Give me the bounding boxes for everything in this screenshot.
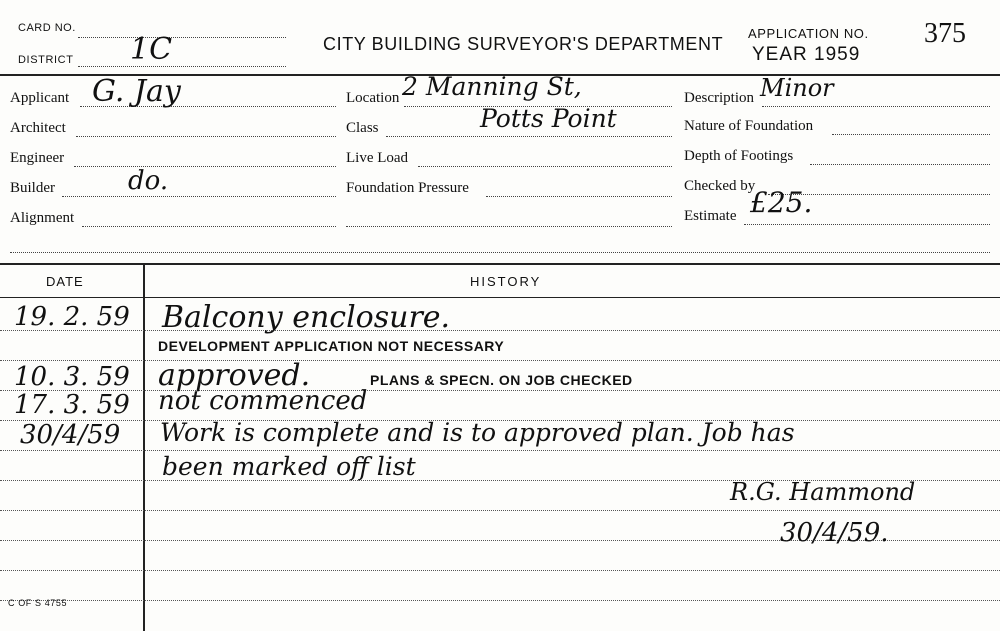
card-no-label: CARD NO. [18,22,76,34]
live-load-line [418,166,672,167]
history-row-line [0,360,1000,361]
district-line [78,66,286,67]
history-date: 10. 3. 59 [14,362,130,392]
location-value-line1: 2 Manning St, [402,72,582,101]
builder-line [62,196,336,197]
builder-value: do. [128,166,169,196]
signature-date: 30/4/59. [780,518,889,548]
estimate-line [744,224,990,225]
class-line [386,136,672,137]
history-header-rule [0,297,1000,298]
engineer-line [74,166,336,167]
application-no-value: 375 [924,18,966,49]
history-stamp: DEVELOPMENT APPLICATION NOT NECESSARY [158,338,505,354]
history-date: 17. 3. 59 [14,390,130,420]
history-date: 19. 2. 59 [14,302,130,332]
history-text: not commenced [158,386,368,416]
location-label: Location [346,90,400,106]
location-value-line2: Potts Point [480,104,617,133]
description-line [762,106,990,107]
district-value: 1C [130,32,173,67]
architect-label: Architect [10,120,66,136]
alignment-label: Alignment [10,210,75,226]
applicant-value: G. Jay [92,74,181,109]
depth-of-footings-line [810,164,990,165]
nature-of-foundation-line [832,134,990,135]
class-label: Class [346,120,379,136]
history-row-line [0,390,1000,391]
estimate-label: Estimate [684,208,737,224]
form-number: C OF S 4755 [8,598,68,608]
live-load-label: Live Load [346,150,409,166]
history-text: approved. [158,358,311,393]
fields-spare-line [10,252,990,253]
engineer-label: Engineer [10,150,65,166]
date-column-header: DATE [46,274,84,289]
signature: R.G. Hammond [730,478,916,506]
architect-line [76,136,336,137]
history-row-line [0,570,1000,571]
application-no-label: APPLICATION NO. [748,26,869,41]
history-row-line [0,510,1000,511]
foundation-pressure-label: Foundation Pressure [346,180,469,196]
builder-label: Builder [10,180,55,196]
applicant-label: Applicant [10,90,70,106]
history-top-rule [0,263,1000,265]
history-text: been marked off list [162,452,416,481]
year-label: YEAR 1959 [752,44,861,65]
description-label: Description [684,90,754,106]
alignment-line [82,226,336,227]
history-stamp: PLANS & SPECN. ON JOB CHECKED [370,372,633,388]
history-row-line [0,600,1000,601]
history-column-header: HISTORY [470,274,542,289]
estimate-value: £25. [750,186,813,219]
nature-of-foundation-label: Nature of Foundation [684,118,814,134]
history-text: Balcony enclosure. [162,300,451,335]
checked-by-label: Checked by [684,178,756,194]
history-text: Work is complete and is to approved plan. Job has [160,418,795,447]
history-row-line [0,330,1000,331]
district-label: DISTRICT [18,54,74,66]
depth-of-footings-label: Depth of Footings [684,148,794,164]
department-title: CITY BUILDING SURVEYOR'S DEPARTMENT [323,34,724,54]
description-value: Minor [760,74,834,102]
col2-blank-line [346,226,672,227]
foundation-pressure-line [486,196,672,197]
history-date: 30/4/59 [20,420,121,450]
date-column-divider [143,264,145,631]
card-no-line [78,37,286,38]
history-row-line [0,450,1000,451]
